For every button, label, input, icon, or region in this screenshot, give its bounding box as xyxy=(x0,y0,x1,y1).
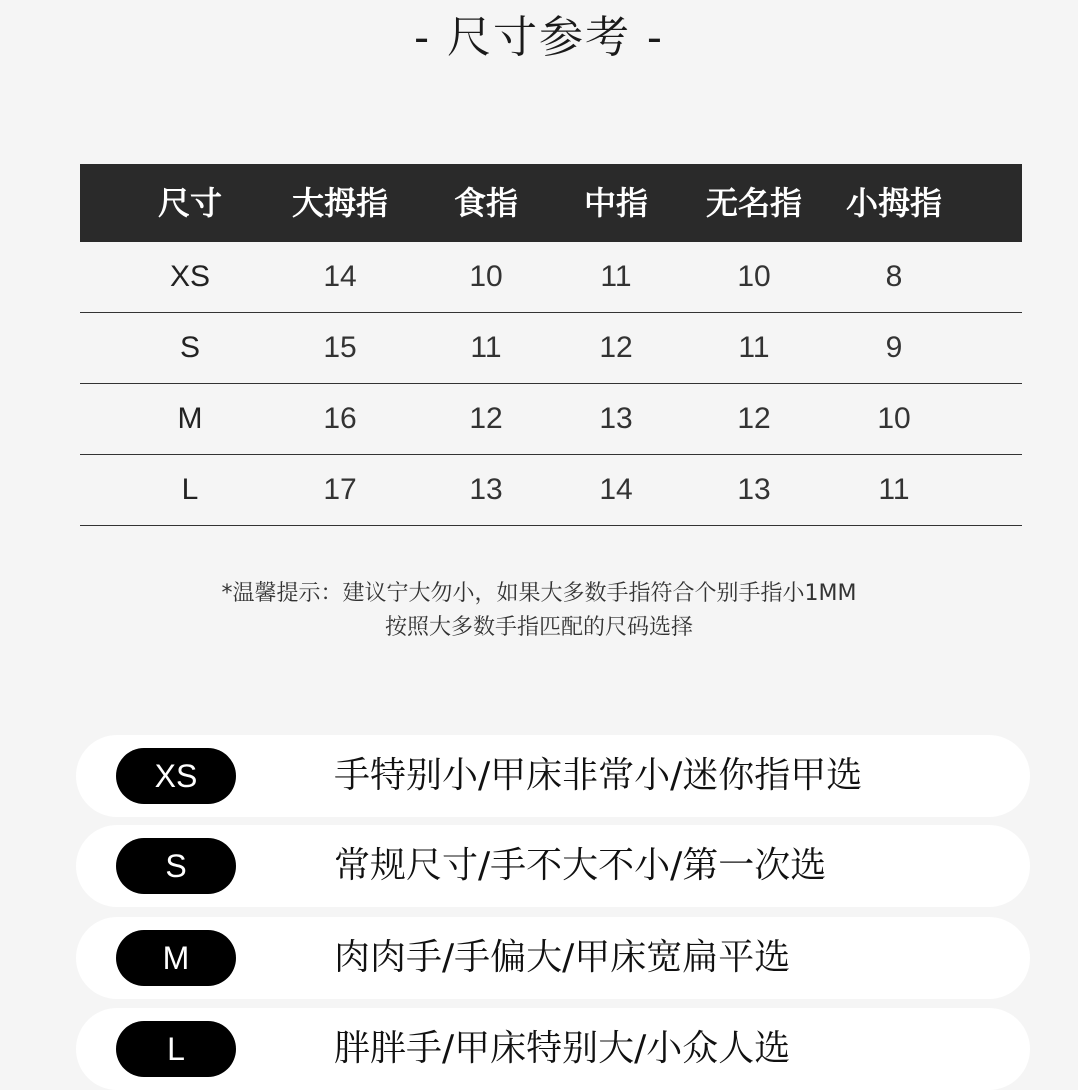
size-pill: S xyxy=(116,838,236,894)
header-ring-finger: 无名指 xyxy=(705,184,803,222)
table-cell: 14 xyxy=(323,260,357,293)
tip-text-2: 按照大多数手指匹配的尺码选择 xyxy=(384,615,693,640)
size-table xyxy=(80,164,1022,526)
size-description: 手特别小/甲床非常小/迷你指甲选 xyxy=(334,755,863,796)
table-cell: 10 xyxy=(877,402,911,435)
tip-text: *温馨提示：建议宁大勿小，如果大多数手指符合个别手指小1MM xyxy=(221,581,857,606)
table-cell: 14 xyxy=(599,473,633,506)
table-row xyxy=(80,313,1022,384)
size-pill: M xyxy=(116,930,236,986)
header-size: 尺寸 xyxy=(157,184,223,222)
table-cell: 12 xyxy=(737,402,771,435)
header-middle-finger: 中指 xyxy=(583,184,649,222)
table-row xyxy=(80,455,1022,526)
table-cell: 11 xyxy=(470,331,502,364)
table-header xyxy=(80,164,1022,242)
row-size-label: XS xyxy=(169,260,211,293)
table-cell: 11 xyxy=(738,331,770,364)
table-cell: 12 xyxy=(599,331,633,364)
header-pinky: 小拇指 xyxy=(845,184,943,222)
size-guide-m xyxy=(76,917,1030,999)
row-size-label: M xyxy=(177,402,203,435)
table-cell: 13 xyxy=(469,473,503,506)
header-thumb: 大拇指 xyxy=(291,184,389,222)
row-size-label: L xyxy=(181,473,199,506)
table-cell: 13 xyxy=(599,402,633,435)
row-size-label: S xyxy=(179,331,201,364)
table-cell: 13 xyxy=(737,473,771,506)
header-index-finger: 食指 xyxy=(453,184,519,222)
table-row xyxy=(80,384,1022,455)
table-cell: 11 xyxy=(878,473,910,506)
table-cell: 15 xyxy=(323,331,357,364)
size-pill: XS xyxy=(116,748,236,804)
page-title: - 尺寸参考 - xyxy=(414,12,664,63)
size-pill: L xyxy=(116,1021,236,1077)
size-guide-xs xyxy=(76,735,1030,817)
size-description: 胖胖手/甲床特别大/小众人选 xyxy=(334,1028,791,1069)
table-cell: 12 xyxy=(469,402,503,435)
table-cell: 16 xyxy=(323,402,357,435)
table-cell: 8 xyxy=(885,260,903,293)
table-cell: 10 xyxy=(469,260,503,293)
table-cell: 11 xyxy=(600,260,632,293)
size-guide-l xyxy=(76,1008,1030,1090)
table-cell: 17 xyxy=(323,473,357,506)
size-description: 常规尺寸/手不大不小/第一次选 xyxy=(334,845,827,886)
table-cell: 9 xyxy=(885,331,903,364)
size-description: 肉肉手/手偏大/甲床宽扁平选 xyxy=(334,937,791,978)
table-row xyxy=(80,242,1022,313)
size-guide-s xyxy=(76,825,1030,907)
table-cell: 10 xyxy=(737,260,771,293)
